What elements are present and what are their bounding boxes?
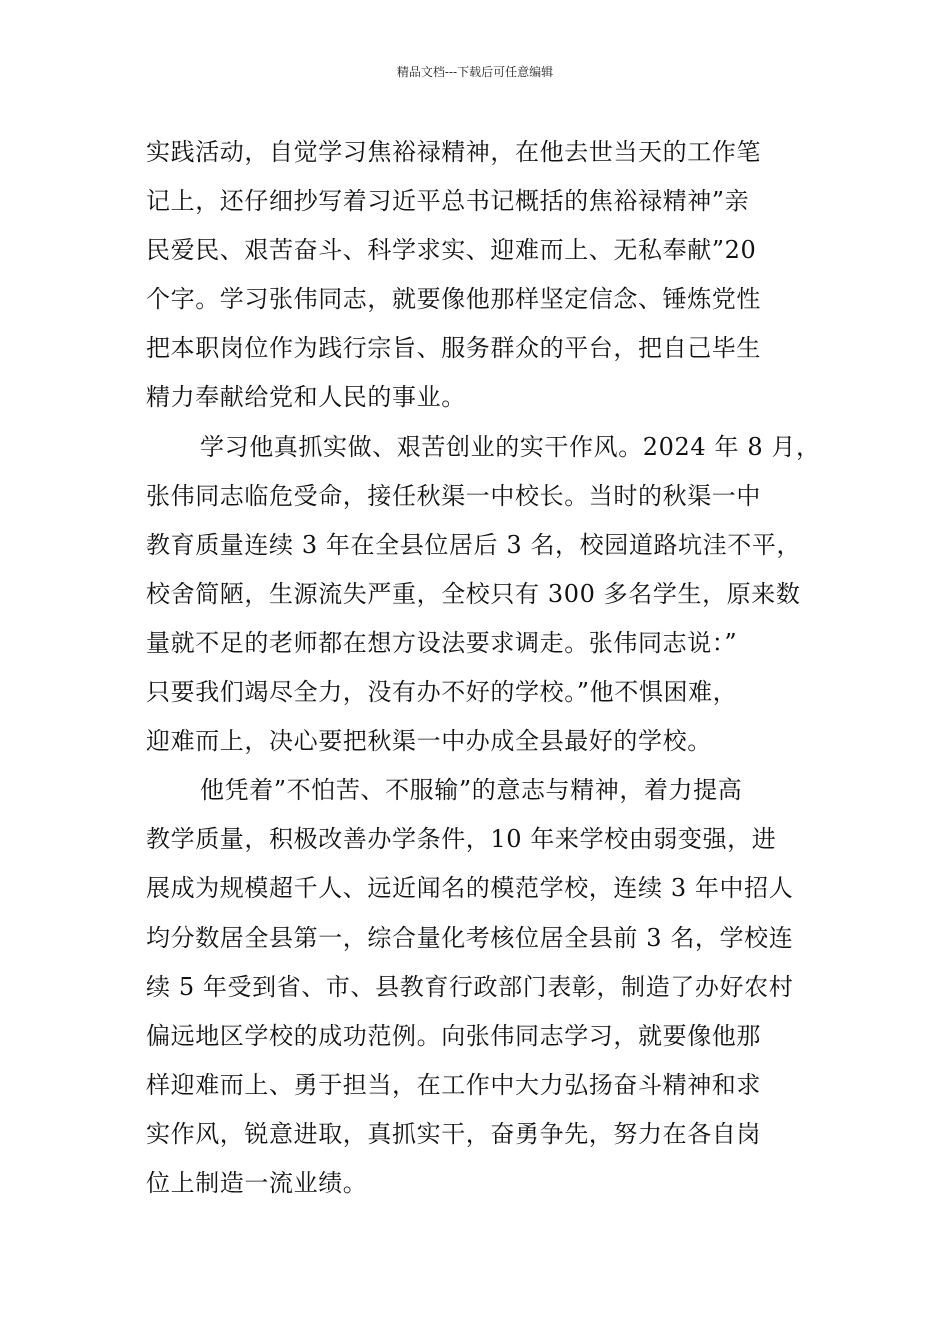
text-line: 续 5 年受到省、市、县教育行政部门表彰，制造了办好农村 bbox=[146, 972, 794, 1001]
text-line: 学习他真抓实做、艰苦创业的实干作风。2024 年 8 月， bbox=[200, 432, 821, 461]
text-line: 实践活动，自觉学习焦裕禄精神，在他去世当天的工作笔 bbox=[146, 138, 761, 166]
paragraph-3 bbox=[146, 766, 826, 1208]
text-line: 展成为规模超千人、远近闻名的模范学校，连续 3 年中招人 bbox=[146, 874, 794, 903]
text-line: 把本职岗位作为践行宗旨、服务群众的平台，把自己毕生 bbox=[146, 334, 761, 363]
page-header: 精品文档---下载后可任意编辑 bbox=[396, 65, 554, 79]
text-line: 个字。学习张伟同志，就要像他那样坚定信念、锤炼党性 bbox=[146, 285, 761, 314]
text-line: 教学质量，积极改善办学条件，10 年来学校由弱变强，进 bbox=[146, 825, 777, 854]
text-line: 精力奉献给党和人民的事业。 bbox=[146, 383, 466, 412]
text-line: 位上制造一流业绩。 bbox=[146, 1168, 368, 1197]
text-line: 实作风，锐意进取，真抓实干，奋勇争先，努力在各自岗 bbox=[146, 1119, 761, 1148]
text-line: 民爱民、艰苦奋斗、科学求实、迎难而上、无私奉献”20 bbox=[146, 236, 757, 265]
text-line: 教育质量连续 3 年在全县位居后 3 名，校园道路坑洼不平， bbox=[146, 530, 802, 559]
text-line: 他凭着”不怕苦、不服输”的意志与精神，着力提高 bbox=[200, 776, 743, 805]
paragraph-1 bbox=[146, 128, 826, 423]
text-line: 偏远地区学校的成功范例。向张伟同志学习，就要像他那 bbox=[146, 1021, 761, 1050]
text-line: 均分数居全县第一，综合量化考核位居全县前 3 名，学校连 bbox=[146, 923, 794, 952]
text-line: 记上，还仔细抄写着习近平总书记概括的焦裕禄精神”亲 bbox=[146, 187, 750, 216]
text-line: 校舍简陋，生源流失严重，全校只有 300 多名学生，原来数 bbox=[146, 579, 801, 608]
paragraph-2 bbox=[146, 423, 826, 767]
text-line: 张伟同志临危受命，接任秋渠一中校长。当时的秋渠一中 bbox=[146, 481, 761, 510]
text-line: 量就不足的老师都在想方设法要求调走。张伟同志说：” bbox=[146, 628, 738, 657]
document-body bbox=[146, 128, 826, 1208]
text-line: 迎难而上，决心要把秋渠一中办成全县最好的学校。 bbox=[146, 727, 712, 756]
text-line: 样迎难而上、勇于担当，在工作中大力弘扬奋斗精神和求 bbox=[146, 1070, 761, 1099]
text-line: 只要我们竭尽全力，没有办不好的学校。”他不惧困难， bbox=[146, 678, 738, 707]
